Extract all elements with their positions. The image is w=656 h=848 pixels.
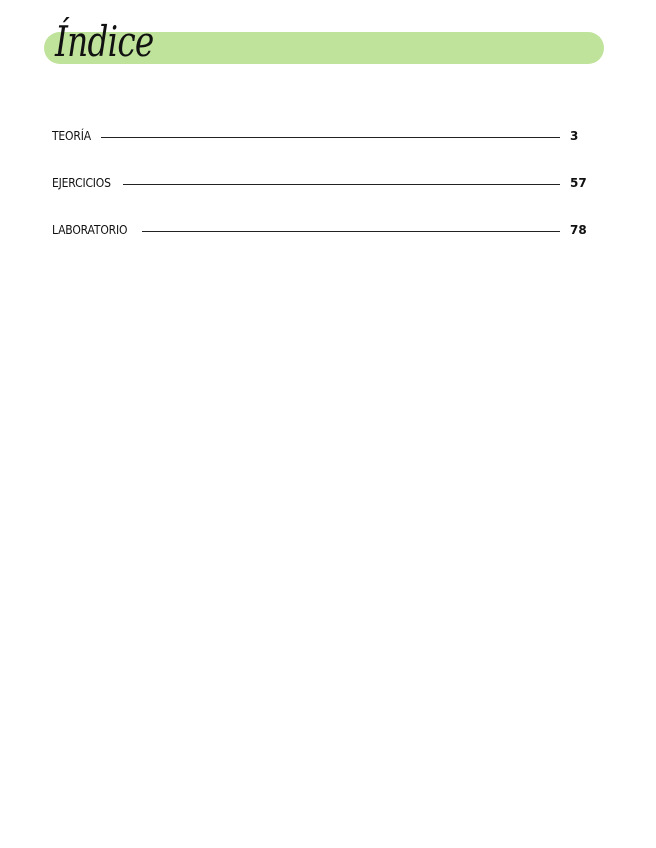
toc-entry-page: 78 (570, 222, 587, 237)
toc-entry-label: LABORATORIO (52, 222, 128, 237)
table-of-contents (52, 112, 598, 253)
toc-leader-line (142, 231, 560, 232)
toc-entry-page: 3 (570, 128, 579, 143)
toc-entry-laboratorio[interactable] (52, 206, 598, 253)
toc-leader-line (101, 137, 560, 138)
page-title: Índice (55, 17, 154, 66)
toc-entry-label: TEORÍA (52, 128, 91, 143)
toc-entry-label: EJERCICIOS (52, 175, 111, 190)
toc-entry-page: 57 (570, 175, 587, 190)
toc-entry-ejercicios[interactable] (52, 159, 598, 206)
toc-entry-teoria[interactable] (52, 112, 598, 159)
toc-leader-line (123, 184, 560, 185)
